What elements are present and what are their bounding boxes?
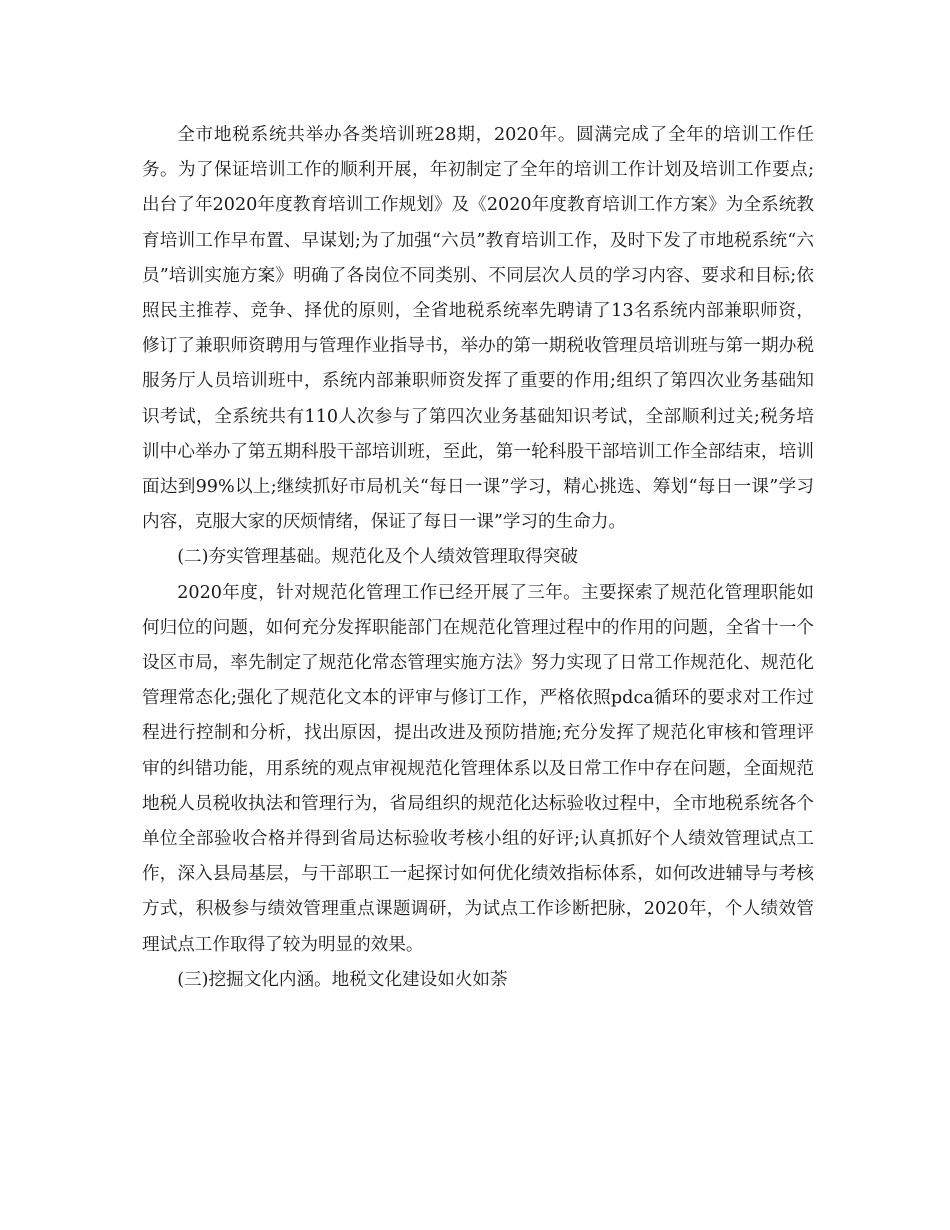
section-heading-management: (二)夯实管理基础。规范化及个人绩效管理取得突破 (177, 547, 578, 568)
paragraph-management: 2020年度，针对规范化管理工作已经开展了三年。主要探索了规范化管理职能如何归位的问题，如何充分发挥职能部门在规范化管理过程中的作用的问题，全省十一个设区市局，率先制定了规范化常态管理实施方法》努力实现了日常工作规范化、规范化管理常态化;强化了规范化文本的评审与修订工作，严格依照pdca循环的要求对工作过程进行控制和分析，找出原因，提出改进及预防措施;充分发挥了规范化审核和管理评审的纠错功能，用系统的观点审视规范化管理体系以及日常工作中存在问题，全面规范地税人员税收执法和管理行为，省局组织的规范化达标验收过程中，全市地税系统各个单位全部验收合格并得到省局达标验收考核小组的好评;认真抓好个人绩效管理试点工作，深入县局基层，与干部职工一起探讨如何优化绩效指标体系，如何改进辅导与考核方式，积极参与绩效管理重点课题调研，为试点工作诊断把脉，2020年，个人绩效管理试点工作取得了较为明显的效果。 (142, 582, 814, 955)
document-body (142, 118, 814, 998)
section-heading-culture: (三)挖掘文化内涵。地税文化建设如火如荼 (177, 969, 508, 990)
paragraph-training: 全市地税系统共举办各类培训班28期，2020年。圆满完成了全年的培训工作任务。为了保证培训工作的顺利开展，年初制定了全年的培训工作计划及培训工作要点;出台了年2020年度教育培训工作规划》及《2020年度教育培训工作方案》为全系统教育培训工作早布置、早谋划;为了加强“六员”教育培训工作，及时下发了市地税系统“六员”培训实施方案》明确了各岗位不同类别、不同层次人员的学习内容、要求和目标;依照民主推荐、竞争、择优的原则，全省地税系统率先聘请了13名系统内部兼职师资，修订了兼职师资聘用与管理作业指导书，举办的第一期税收管理员培训班与第一期办税服务厅人员培训班中，系统内部兼职师资发挥了重要的作用;组织了第四次业务基础知识考试，全系统共有110人次参与了第四次业务基础知识考试，全部顺利过关;税务培训中心举办了第五期科股干部培训班，至此，第一轮科股干部培训工作全部结束，培训面达到99%以上;继续抓好市局机关“每日一课”学习，精心挑选、筹划“每日一课”学习内容，克服大家的厌烦情绪，保证了每日一课”学习的生命力。 (142, 125, 814, 533)
